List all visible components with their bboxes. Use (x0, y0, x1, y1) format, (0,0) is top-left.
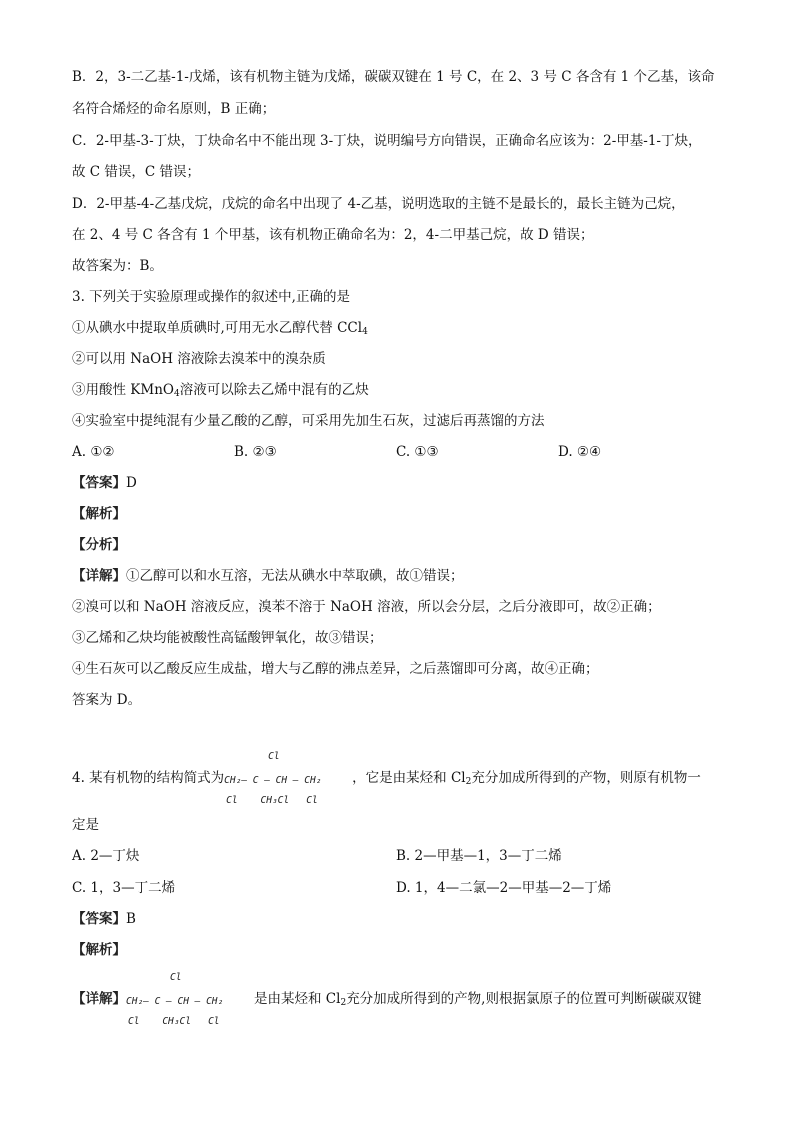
q3-stem: 3. 下列关于实验原理或操作的叙述中,正确的是 (72, 289, 350, 305)
q3-option-c: C. ①③ (396, 444, 439, 460)
q4-detail-text-b: 充分加成所得到的产物,则根据氯原子的位置可判断碳碳双键 (346, 991, 702, 1007)
q3-detail-tag: 【详解】 (72, 568, 126, 584)
q3-detail-3: ③乙烯和乙炔均能被酸性高锰酸钾氧化，故③错误； (72, 630, 383, 646)
q3-item-3 (72, 381, 369, 403)
q4-option-c: C. 1，3—丁二烯 (72, 880, 176, 896)
q3-item-1-text: ①从碘水中提取单质碘时,可用无水乙醇代替 CCl (72, 320, 363, 336)
q4-option-b: B. 2—甲基—1，3—丁二烯 (396, 848, 562, 864)
q4-structure-top: Cl (268, 750, 280, 762)
q4-analysis-label: 【解析】 (72, 942, 126, 958)
q4-detail-structure-bottom: Cl CH₃Cl Cl (128, 1015, 220, 1027)
q3-analysis-tag (72, 505, 126, 523)
q3-detail-4: ④生石灰可以乙酸反应生成盐，增大与乙醇的沸点差异，之后蒸馏即可分离，故④正确； (72, 661, 599, 677)
q2-option-c-line1: C．2-甲基-3-丁炔，丁炔命名中不能出现 3-丁炔，说明编号方向错误，正确命名应该为：2-甲基-1-丁炔， (72, 133, 702, 149)
q3-conclusion: 答案为 D。 (72, 692, 142, 708)
q4-detail-structure-main: CH₂– C – CH – CH₂ (126, 995, 224, 1007)
q4-stem-subscript: 2 (465, 777, 472, 787)
q3-item-4: ④实验室中提纯混有少量乙酸的乙醇，可采用先加生石灰，过滤后再蒸馏的方法 (72, 413, 545, 429)
q4-analysis-tag (72, 941, 126, 959)
q4-stem-text-b: ，它是由某烃和 Cl (352, 770, 466, 786)
q3-answer-tag: 【答案】 (72, 475, 126, 491)
q2-conclusion: 故答案为：B。 (72, 258, 163, 274)
q4-option-d: D. 1，4—二氯—2—甲基—2—丁烯 (396, 880, 612, 896)
q4-answer-tag: 【答案】 (72, 911, 126, 927)
q3-detail-2: ②溴可以和 NaOH 溶液反应，溴苯不溶于 NaOH 溶液，所以会分层，之后分液即可，故②正确； (72, 599, 661, 615)
q4-detail-text: 是由某烃和 Cl (254, 991, 341, 1007)
q3-item-2: ②可以用 NaOH 溶液除去溴苯中的溴杂质 (72, 351, 326, 367)
q3-detail-1 (72, 567, 464, 585)
q4-stem-line2: 定是 (72, 817, 99, 833)
q2-option-b-line2: 名符合烯烃的命名原则，B 正确； (72, 101, 276, 117)
q3-option-d: D. ②④ (558, 444, 602, 460)
q3-analysis-label: 【解析】 (72, 506, 126, 522)
q2-option-d-line1: D．2-甲基-4-乙基戊烷，戊烷的命名中出现了 4-乙基，说明选取的主链不是最长的，最长主链为己烷， (72, 196, 685, 212)
q3-fenxi-label: 【分析】 (72, 537, 126, 553)
q4-stem (72, 750, 701, 806)
q4-option-a: A. 2—丁炔 (72, 848, 140, 864)
q3-item-1-subscript: 4 (362, 327, 368, 337)
q4-detail-structure-formula (126, 971, 254, 1027)
q4-structure-main: CH₂– C – CH – CH₂ (224, 774, 322, 786)
q4-answer-value: B (126, 911, 136, 927)
q3-answer (72, 474, 137, 492)
q4-detail-structure-top: Cl (170, 971, 182, 983)
q4-answer (72, 910, 136, 928)
q3-option-a: A. ①② (72, 444, 115, 460)
q3-item-3-subscript: 4 (173, 389, 180, 399)
q2-option-b-line1: B．2，3-二乙基-1-戊烯，该有机物主链为戊烯，碳碳双键在 1 号 C，在 2、3 号 C 各含有 1 个乙基，该命 (72, 69, 715, 85)
q2-option-c-line2: 故 C 错误，C 错误； (72, 164, 201, 180)
q4-detail (72, 971, 702, 1027)
q3-fenxi-tag (72, 536, 126, 554)
q3-answer-value: D (126, 475, 137, 491)
q3-item-3-text-tail: 溶液可以除去乙烯中混有的乙炔 (179, 382, 369, 398)
q3-detail-1-text: ①乙醇可以和水互溶，无法从碘水中萃取碘，故①错误； (126, 568, 464, 584)
q3-item-3-text: ③用酸性 KMnO (72, 382, 174, 398)
q2-option-d-line2: 在 2、4 号 C 各含有 1 个甲基，该有机物正确命名为：2，4-二甲基己烷，故 D 错误； (72, 227, 594, 243)
q4-structure-bottom: Cl CH₃Cl Cl (226, 794, 318, 806)
q4-detail-tag: 【详解】 (72, 991, 126, 1007)
q3-item-1 (72, 319, 368, 341)
q4-stem-text: 4. 某有机物的结构简式为 (72, 770, 225, 786)
q4-stem-text-c: 充分加成所得到的产物，则原有机物一 (471, 770, 701, 786)
q4-detail-subscript: 2 (340, 998, 347, 1008)
q4-structure-formula (224, 750, 352, 806)
q3-option-b: B. ②③ (234, 444, 277, 460)
